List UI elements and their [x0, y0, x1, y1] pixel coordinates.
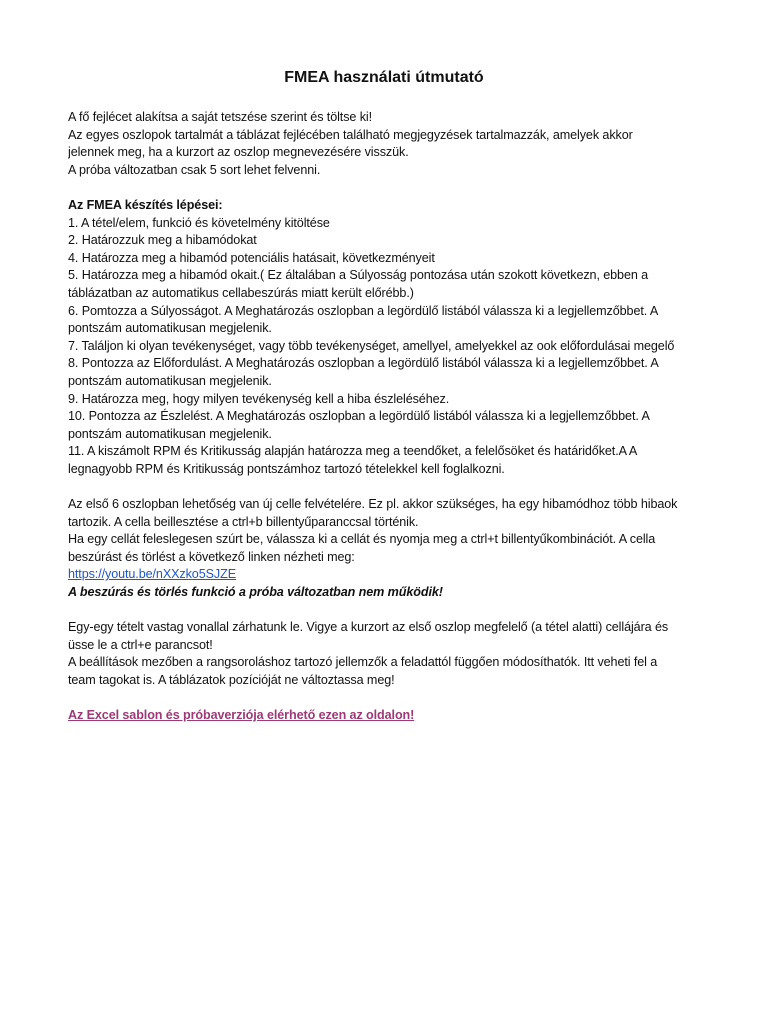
video-link[interactable]: https://youtu.be/nXXzko5SJZE [68, 567, 237, 582]
insert-line: tartozik. A cella beillesztése a ctrl+b billentyűparanccsal történik. [68, 514, 419, 529]
intro-line: A próba változatban csak 5 sort lehet felvenni. [68, 162, 321, 177]
intro-line: jelennek meg, ha a kurzort az oszlop megnevezésére visszük. [68, 145, 409, 160]
closing-line: Egy-egy tételt vastag vonallal zárhatunk le. Vigye a kurzort az első oszlop megfelelő (a tétel alatti) cellájára és [68, 620, 669, 635]
insert-line: Ha egy cellát feleslegesen szúrt be, válassza ki a cellát és nyomja meg a ctrl+t billentyűkombinációt. A cella [68, 532, 656, 547]
paragraph-gap [68, 690, 708, 708]
closing-line: team tagokat is. A táblázatok pozícióját ne változtassa meg! [68, 673, 395, 687]
insert-line: Az első 6 oszlopban lehetőség van új celle felvételére. Ez pl. akkor szükséges, ha egy hibamódhoz több hibaok [68, 497, 678, 512]
paragraph-gap [68, 478, 708, 496]
intro-line: A fő fejlécet alakítsa a saját tetszése szerint és töltse ki! [68, 110, 372, 124]
step-line: 2. Határozzuk meg a hibamódokat [68, 233, 257, 248]
paragraph-gap [68, 602, 708, 620]
steps-heading: Az FMEA készítés lépései: [68, 197, 223, 212]
step-line: 7. Találjon ki olyan tevékenységet, vagy több tevékenységet, amellyel, amelyekkel az ook előfordulásai megelő [68, 338, 675, 353]
step-line: 4. Határozza meg a hibamód potenciális hatásait, következményeit [68, 250, 435, 265]
excel-template-link[interactable]: Az Excel sablon és próbaverziója elérhető ezen az oldalon! [68, 708, 415, 723]
page-title: FMEA használati útmutató [284, 69, 484, 86]
closing-line: üsse le a ctrl+e parancsot! [68, 637, 213, 652]
step-line: 5. Határozza meg a hibamód okait.( Ez általában a Súlyosság pontozása után szokott következn, ebben a [68, 268, 649, 283]
step-line: pontszám automatikusan megjelenik. [68, 373, 272, 388]
paragraph-gap [68, 179, 708, 197]
step-line: 1. A tétel/elem, funkció és követelmény kitöltése [68, 215, 330, 230]
step-line: táblázatban az automatikus cellabeszúrás miatt került előrébb.) [68, 285, 414, 300]
step-line: 8. Pontozza az Előfordulást. A Meghatározás oszlopban a legördülő listából válassza ki a legjellemzőbbet. A [68, 356, 659, 371]
step-line: pontszám automatikusan megjelenik. [68, 321, 272, 336]
closing-line: A beállítások mezőben a rangsoroláshoz tartozó jellemzők a feladattól függően módosíthatók. Itt veheti fel a [68, 655, 658, 670]
step-line: 11. A kiszámolt RPM és Kritikusság alapján határozza meg a teendőket, a felelősöket és határidőket.A A [68, 444, 638, 459]
step-line: 10. Pontozza az Észlelést. A Meghatározás oszlopban a legördülő listából válassza ki a legjellemzőbbet. A [68, 409, 650, 424]
insert-line: beszúrást és törlést a következő linken nézheti meg: [68, 549, 355, 564]
trial-warning: A beszúrás és törlés funkció a próba változatban nem működik! [68, 585, 443, 600]
step-line: pontszám automatikusan megjelenik. [68, 426, 272, 441]
intro-line: Az egyes oszlopok tartalmát a táblázat fejlécében található megjegyzések tartalmazzák, amelyek akkor [68, 127, 633, 142]
step-line: legnagyobb RPM és Kritikusság pontszámhoz tartozó tételekkel kell foglalkozni. [68, 461, 505, 476]
step-line: 6. Pomtozza a Súlyosságot. A Meghatározás oszlopban a legördülő listából válassza ki a legjellemzőbbet. A [68, 303, 659, 318]
instructions-body [68, 109, 708, 725]
step-line: 9. Határozza meg, hogy milyen tevékenység kell a hiba észleléséhez. [68, 391, 450, 406]
